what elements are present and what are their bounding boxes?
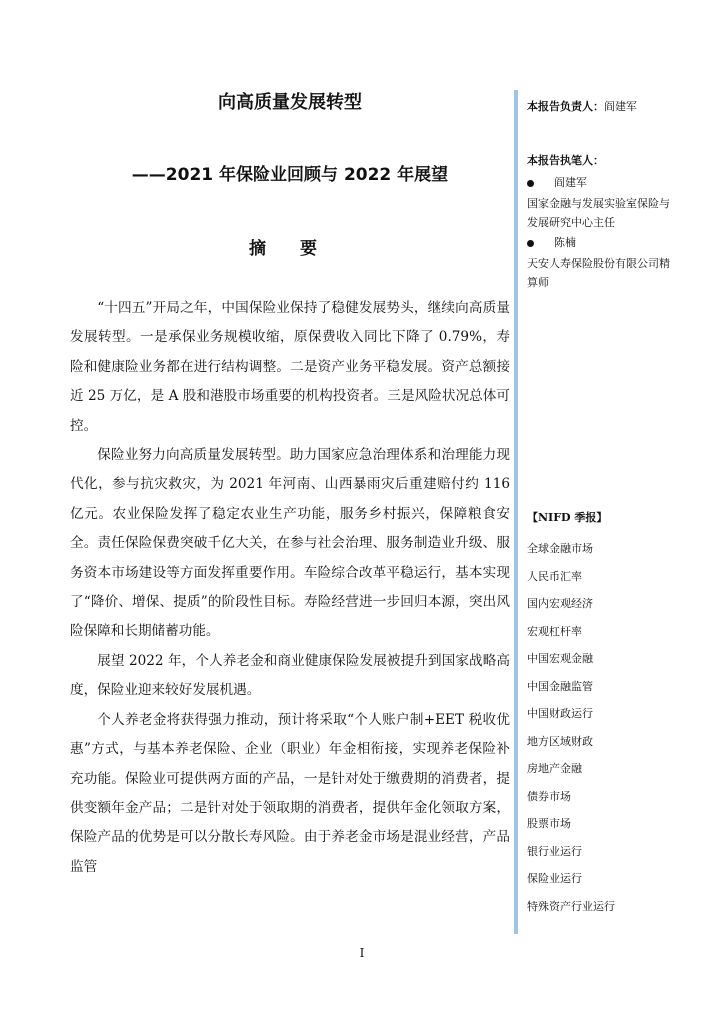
- series-item: 银行业运行: [527, 844, 582, 858]
- series-item: 房地产金融: [527, 762, 582, 775]
- report-subtitle: ——2021 年保险业回顾与 2022 年展望: [131, 165, 449, 185]
- bullet-icon: [527, 180, 534, 187]
- paragraph: 保险业努力向高质量发展转型。助力国家应急治理体系和治理能力现代化，参与抗灾救灾，为 2021 年河南、山西暴雨灾后重建赔付约 116 亿元。农业保险发挥了稳定农业生产功能，服务乡村振兴，保障粮食安全。责任保险保费突破千亿大关，在参与社会治理、服务制造业升级、服务资本市场建设等方面发挥重要作用。车险综合改革平稳运行，基本实现了“降价、增保、提质”的阶段性目标。寿险经营进一步回归本源，突出风险保障和长期储蓄功能。: [70, 447, 510, 640]
- responsible-name: 阎建军: [604, 100, 637, 113]
- authors-panel: [527, 96, 677, 292]
- author-affiliation: 国家金融与发展实验室保险与发展研究中心主任: [527, 197, 670, 229]
- author-name: 陈楠: [554, 236, 576, 249]
- series-item: 宏观杠杆率: [527, 624, 582, 638]
- series-item: 人民币汇率: [527, 569, 582, 583]
- series-item: 全球金融市场: [527, 542, 593, 555]
- responsible-row: [527, 96, 677, 118]
- main-column: [70, 88, 510, 882]
- abstract-heading: 摘 要: [249, 239, 331, 259]
- paragraph: 展望 2022 年，个人养老金和商业健康保险发展被提升到国家战略高度，保险业迎来较好发展机遇。: [70, 652, 510, 699]
- series-item: 地方区域财政: [527, 734, 593, 748]
- author-item: [527, 172, 677, 194]
- series-item: 保险业运行: [527, 872, 582, 885]
- nifd-heading: 【NIFD 季报】: [527, 511, 608, 524]
- series-item: 债券市场: [527, 789, 571, 803]
- series-item: 国内宏观经济: [527, 597, 593, 610]
- page-number: I: [359, 946, 365, 960]
- author-item: [527, 232, 677, 254]
- author-name: 阎建军: [554, 176, 587, 189]
- author-affiliation: 天安人寿保险股份有限公司精算师: [527, 257, 670, 289]
- series-item: 股票市场: [527, 817, 571, 830]
- series-item: 中国财政运行: [527, 707, 593, 720]
- authors-label: 本报告执笔人：: [527, 154, 604, 167]
- responsible-label: 本报告负责人：: [527, 100, 604, 113]
- bullet-icon: [527, 240, 534, 247]
- series-item: 中国金融监管: [527, 679, 593, 693]
- report-title: 向高质量发展转型: [218, 92, 362, 113]
- paragraph: 个人养老金将获得强力推动，预计将采取“个人账户制+EET 税收优惠”方式，与基本养老保险、企业（职业）年金相衔接，实现养老保险补充功能。保险业可提供两方面的产品，一是针对处于缴费期的消费者，提供变额年金产品；二是针对处于领取期的消费者，提供年金化领取方案，保险产品的优势是可以分散长寿风险。由于养老金市场是混业经营，产品监管: [70, 711, 510, 875]
- sidebar-divider: [514, 90, 518, 934]
- paragraph: “十四五”开局之年，中国保险业保持了稳健发展势头，继续向高质量发展转型。一是承保业务规模收缩，原保费收入同比下降了 0.79%，寿险和健康险业务都在进行结构调整。二是资产业务平稳发展。资产总额接近 25 万亿，是 A 股和港股市场重要的机构投资者。三是风险状况总体可控。: [70, 300, 510, 434]
- series-item: 特殊资产行业运行: [527, 899, 615, 913]
- series-item: 中国宏观金融: [527, 652, 593, 665]
- abstract-body: [70, 294, 510, 882]
- nifd-series-list: [527, 507, 677, 920]
